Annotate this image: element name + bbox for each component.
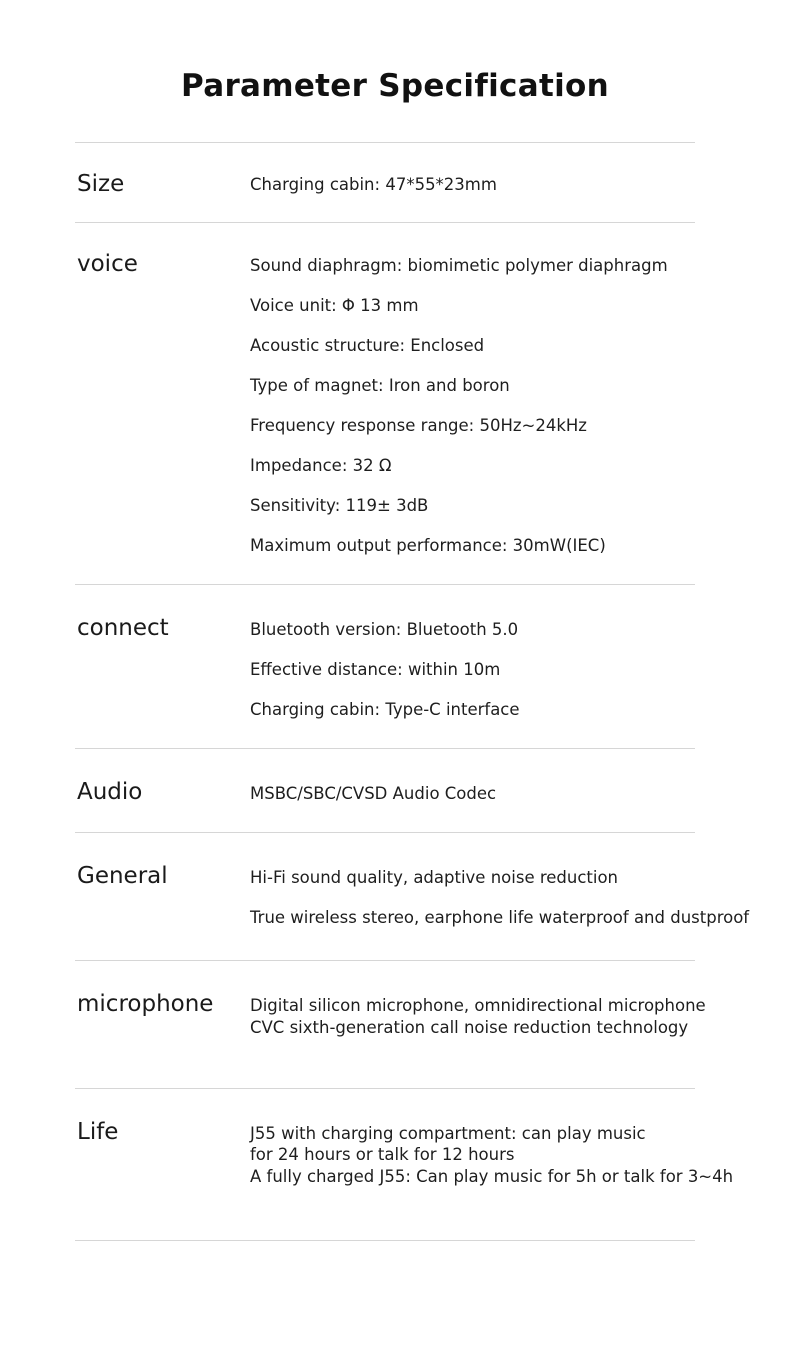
section-divider <box>75 1240 695 1241</box>
section-label-microphone: microphone <box>77 991 214 1017</box>
section-label-size: Size <box>77 171 125 197</box>
section-divider <box>75 832 695 833</box>
section-label-general: General <box>77 863 168 889</box>
spec-value: Sound diaphragm: biomimetic polymer diaphragm <box>250 256 668 275</box>
spec-value: Impedance: 32 Ω <box>250 456 392 475</box>
section-divider <box>75 1088 695 1089</box>
spec-value: J55 with charging compartment: can play music <box>250 1124 646 1143</box>
section-divider <box>75 748 695 749</box>
section-label-life: Life <box>77 1119 119 1145</box>
spec-value: Type of magnet: Iron and boron <box>250 376 510 395</box>
spec-value: Frequency response range: 50Hz~24kHz <box>250 416 587 435</box>
section-divider <box>75 222 695 223</box>
spec-value: Digital silicon microphone, omnidirectional microphone <box>250 996 706 1015</box>
spec-value: Hi-Fi sound quality, adaptive noise reduction <box>250 868 619 887</box>
spec-value: for 24 hours or talk for 12 hours <box>250 1145 515 1164</box>
spec-value: Sensitivity: 119± 3dB <box>250 496 429 515</box>
section-divider <box>75 960 695 961</box>
spec-value: CVC sixth-generation call noise reduction technology <box>250 1018 689 1037</box>
spec-value: True wireless stereo, earphone life waterproof and dustproof <box>250 908 750 927</box>
spec-value: Acoustic structure: Enclosed <box>250 336 485 355</box>
spec-value: Bluetooth version: Bluetooth 5.0 <box>250 620 519 639</box>
spec-value: Charging cabin: Type-C interface <box>250 700 520 719</box>
spec-value: Voice unit: Φ 13 mm <box>250 296 419 315</box>
spec-value: A fully charged J55: Can play music for 5h or talk for 3~4h <box>250 1167 734 1186</box>
spec-value: Effective distance: within 10m <box>250 660 501 679</box>
section-divider <box>75 584 695 585</box>
section-label-connect: connect <box>77 615 169 641</box>
spec-value: Charging cabin: 47*55*23mm <box>250 175 497 194</box>
page-title: Parameter Specification <box>181 68 609 104</box>
section-label-voice: voice <box>77 251 138 277</box>
spec-value: MSBC/SBC/CVSD Audio Codec <box>250 784 497 803</box>
section-label-audio: Audio <box>77 779 143 805</box>
spec-value: Maximum output performance: 30mW(IEC) <box>250 536 606 555</box>
section-divider <box>75 142 695 143</box>
